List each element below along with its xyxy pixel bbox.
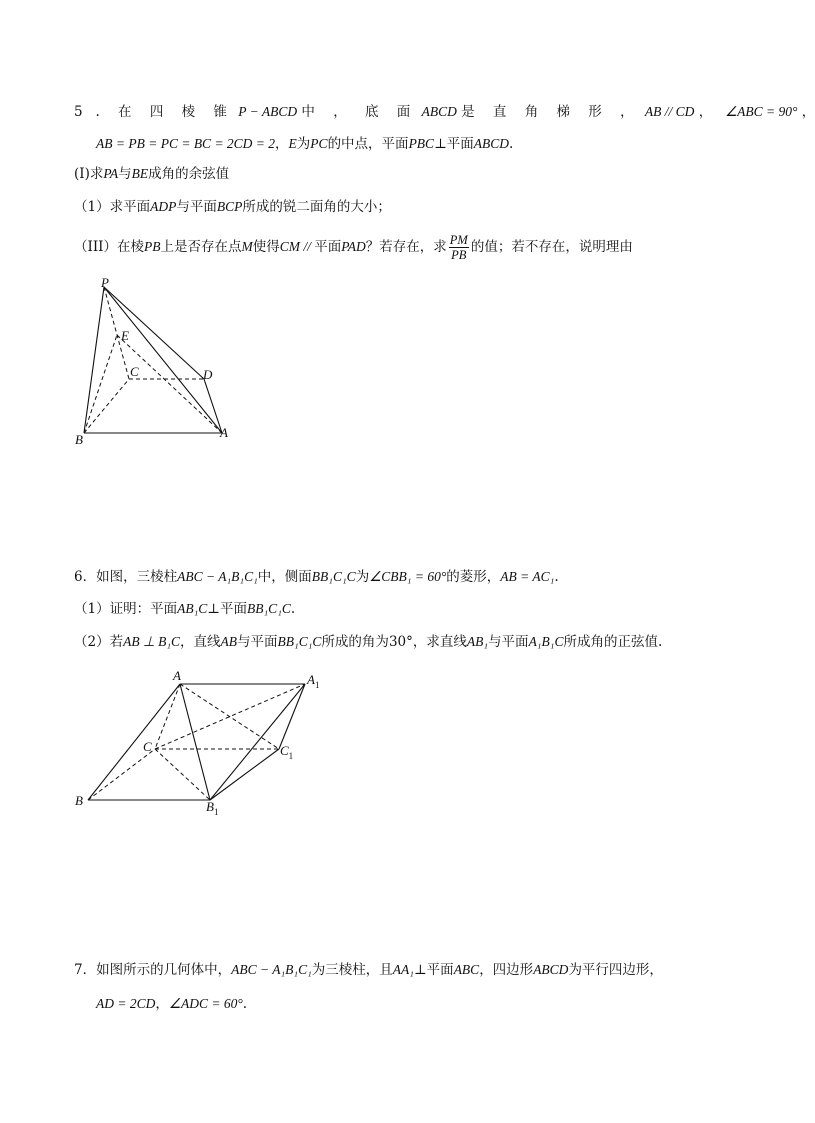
- edge-BE: [84, 335, 117, 433]
- problem6-part2: （2）若AB ⊥ B₁C，直线AB与平面BB₁C₁C所成的角为30°，求直线AB₁与平面A₁B₁C所成角的正弦值.: [74, 634, 663, 650]
- edge-DA: [204, 379, 222, 433]
- label-E: E: [121, 328, 129, 343]
- problem5-question-3: （III）在棱PB上是否存在点M使得CM // 平面PAD？若存在，求 $\frac{PM}{PB}$ 的值；若不存在，说明理由: [74, 233, 633, 262]
- edge-AC: [155, 684, 180, 749]
- label-B: B: [75, 793, 83, 808]
- edge-A1B1: [210, 684, 305, 800]
- problem5-question-1: (I)求PA与BE成角的余弦值: [74, 166, 230, 182]
- label-C: C: [130, 364, 139, 379]
- problem7-line1: 7．如图所示的几何体中，ABC − A₁B₁C₁为三棱柱，且AA₁⊥平面ABC，四边形ABCD为平行四边形，: [74, 962, 663, 978]
- edge-A1C1: [279, 684, 305, 749]
- edge-PD: [104, 287, 204, 379]
- label-A: A: [220, 425, 228, 440]
- edge-AB: [88, 684, 180, 800]
- problem-number: 5: [74, 104, 83, 120]
- edge-B1C1: [210, 749, 279, 800]
- label-D: D: [203, 367, 213, 382]
- problem5-line1: 5 . 在 四 棱 锥 P − ABCD 中 ， 底 面 ABCD 是 直 角 梯 形 ， AB // CD ， ∠ABC = 90° ，: [74, 104, 815, 120]
- label-B1: $B_1$: [206, 799, 219, 817]
- problem7-line2: AD = 2CD，∠ADC = 60°.: [96, 996, 248, 1012]
- label-A: A: [173, 668, 181, 683]
- label-C: C: [143, 739, 152, 754]
- edge-AB1: [180, 684, 210, 800]
- edge-PB: [84, 287, 104, 433]
- edge-BC: [88, 749, 155, 800]
- edge-EA: [117, 335, 222, 433]
- problem5-line2: AB = PB = PC = BC = 2CD = 2，E为PC的中点，平面PBC⊥平面ABCD.: [96, 136, 514, 152]
- problem5-question-2: （1）求平面ADP与平面BCP所成的锐二面角的大小；: [74, 199, 391, 215]
- edge-PA: [104, 287, 222, 433]
- edge-BC: [84, 379, 129, 433]
- label-C1: $C_1$: [280, 743, 294, 761]
- label-B: B: [75, 432, 83, 447]
- problem6-part1: （1）证明：平面AB₁C⊥平面BB₁C₁C.: [74, 601, 296, 617]
- fraction-pm-pb: $\frac{PM}{PB}$: [449, 233, 468, 262]
- problem6-line1: 6．如图，三棱柱ABC − A₁B₁C₁中，侧面BB₁C₁C为∠CBB₁ = 60°的菱形，AB = AC₁.: [74, 569, 559, 585]
- edge-AC1: [180, 684, 279, 749]
- label-A1: $A_1$: [307, 672, 320, 690]
- edge-PC: [104, 287, 129, 379]
- edge-CB1: [155, 749, 210, 800]
- label-P: P: [101, 275, 109, 290]
- edge-CA1: [155, 684, 305, 749]
